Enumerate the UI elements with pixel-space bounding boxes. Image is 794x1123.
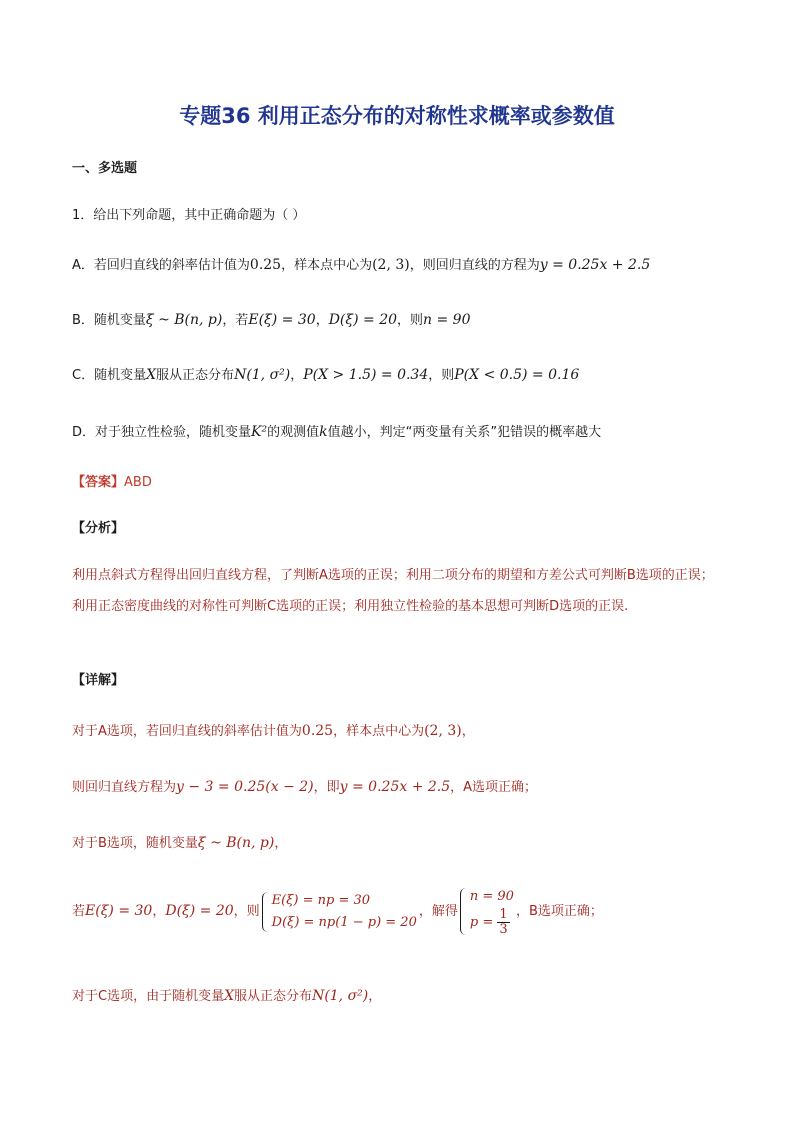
option-b xyxy=(72,309,471,328)
detail-text: ，解得 xyxy=(418,904,458,919)
option-d xyxy=(72,421,601,440)
option-b-math: ξ ~ B(n, p) xyxy=(145,312,223,328)
option-b-text: ，则 xyxy=(397,313,424,328)
option-a-math: 0.25 xyxy=(249,257,282,273)
option-b-text: ，若 xyxy=(222,313,249,328)
detail-line-4 xyxy=(72,886,603,937)
system-row xyxy=(470,908,514,937)
detail-line-5 xyxy=(72,985,381,1004)
answer-value: ABD xyxy=(124,475,152,490)
detail-math: (2, 3) xyxy=(424,723,462,739)
detail-line-2 xyxy=(72,776,537,795)
fraction xyxy=(497,908,509,937)
option-c-text: ，则 xyxy=(428,368,455,383)
option-b-math: E(ξ) = 30 xyxy=(248,312,316,328)
option-b-math: D(ξ) = 20 xyxy=(328,312,398,328)
detail-text: ， xyxy=(152,904,166,919)
detail-line-1 xyxy=(72,720,475,739)
option-d-text: D．对于独立性检验，随机变量 xyxy=(72,425,252,440)
detail-line-3 xyxy=(72,832,287,851)
detail-math: D(ξ) = 20 xyxy=(165,903,234,919)
option-c-math: X xyxy=(146,367,157,383)
system-row: D(ξ) = np(1 − p) = 20 xyxy=(271,914,417,930)
option-c-text: 服从正态分布 xyxy=(156,368,235,383)
detail-text: ，即 xyxy=(313,780,340,795)
detail-label: 【详解】 xyxy=(72,673,125,688)
detail-text: ， xyxy=(274,836,288,851)
fraction-lhs: p = xyxy=(469,915,494,930)
option-c-text: C．随机变量 xyxy=(72,368,147,383)
option-a-text: ，则回归直线的方程为 xyxy=(409,258,540,273)
option-a-text: ，样本点中心为 xyxy=(281,258,373,273)
analysis-text: 利用点斜式方程得出回归直线方程，了判断A选项的正误；利用二项分布的期望和方差公式可判断B选项的正误；利用正态密度曲线的对称性可判断C选项的正误；利用独立性检验的基本思想可判断D选项的正误. xyxy=(72,568,714,614)
option-d-math: K² xyxy=(251,424,268,440)
option-b-math: n = 90 xyxy=(423,312,471,328)
detail-text: 则回归直线方程为 xyxy=(72,780,177,795)
detail-math: N(1, σ²) xyxy=(312,988,369,1004)
question-stem: 1．给出下列命题，其中正确命题为（ ） xyxy=(72,208,306,223)
answer-label: 【答案】 xyxy=(72,475,125,490)
detail-text: ， xyxy=(368,989,382,1004)
detail-math: y − 3 = 0.25(x − 2) xyxy=(176,779,314,795)
section-heading: 一、多选题 xyxy=(72,161,138,176)
option-c xyxy=(72,364,579,383)
detail-math: X xyxy=(224,988,235,1004)
option-a-math: y = 0.25x + 2.5 xyxy=(539,257,651,273)
analysis-label: 【分析】 xyxy=(72,521,125,536)
detail-text: ，B选项正确； xyxy=(515,904,603,919)
detail-text: 服从正态分布 xyxy=(234,989,313,1004)
option-c-math: P(X > 1.5) = 0.34 xyxy=(303,367,429,383)
detail-math: y = 0.25x + 2.5 xyxy=(339,779,451,795)
system-row: n = 90 xyxy=(469,889,514,904)
answer-line xyxy=(72,471,152,490)
option-a-math: (2, 3) xyxy=(372,257,410,273)
option-d-text: 值越小，判定“两变量有关系”犯错误的概率越大 xyxy=(327,425,602,440)
option-a-text: A．若回归直线的斜率估计值为 xyxy=(72,258,250,273)
detail-text: 对于A选项，若回归直线的斜率估计值为 xyxy=(72,724,302,739)
system-row: E(ξ) = np = 30 xyxy=(271,892,371,908)
option-c-math: N(1, σ²) xyxy=(234,367,291,383)
option-d-text: 的观测值 xyxy=(267,425,320,440)
equation-system xyxy=(262,890,417,934)
option-a xyxy=(72,254,650,273)
detail-text: 对于B选项，随机变量 xyxy=(72,836,198,851)
option-b-text: ， xyxy=(315,313,329,328)
detail-text: ，A选项正确； xyxy=(450,780,538,795)
detail-math: E(ξ) = 30 xyxy=(85,903,153,919)
detail-text: 对于C选项，由于随机变量 xyxy=(72,989,225,1004)
solution-system xyxy=(460,886,514,937)
detail-text: ，则 xyxy=(233,904,260,919)
page-title: 专题36 利用正态分布的对称性求概率或参数值 xyxy=(179,104,615,128)
option-c-text: ， xyxy=(290,368,304,383)
detail-math: ξ ~ B(n, p) xyxy=(197,835,275,851)
option-d-math: k xyxy=(319,424,328,440)
detail-text: 若 xyxy=(72,904,86,919)
option-c-math: P(X < 0.5) = 0.16 xyxy=(454,367,580,383)
detail-text: ，样本点中心为 xyxy=(333,724,425,739)
detail-math: 0.25 xyxy=(301,723,334,739)
fraction-denominator: 3 xyxy=(499,922,508,937)
fraction-numerator: 1 xyxy=(499,907,508,922)
detail-text: ， xyxy=(461,724,475,739)
option-b-text: B．随机变量 xyxy=(72,313,146,328)
